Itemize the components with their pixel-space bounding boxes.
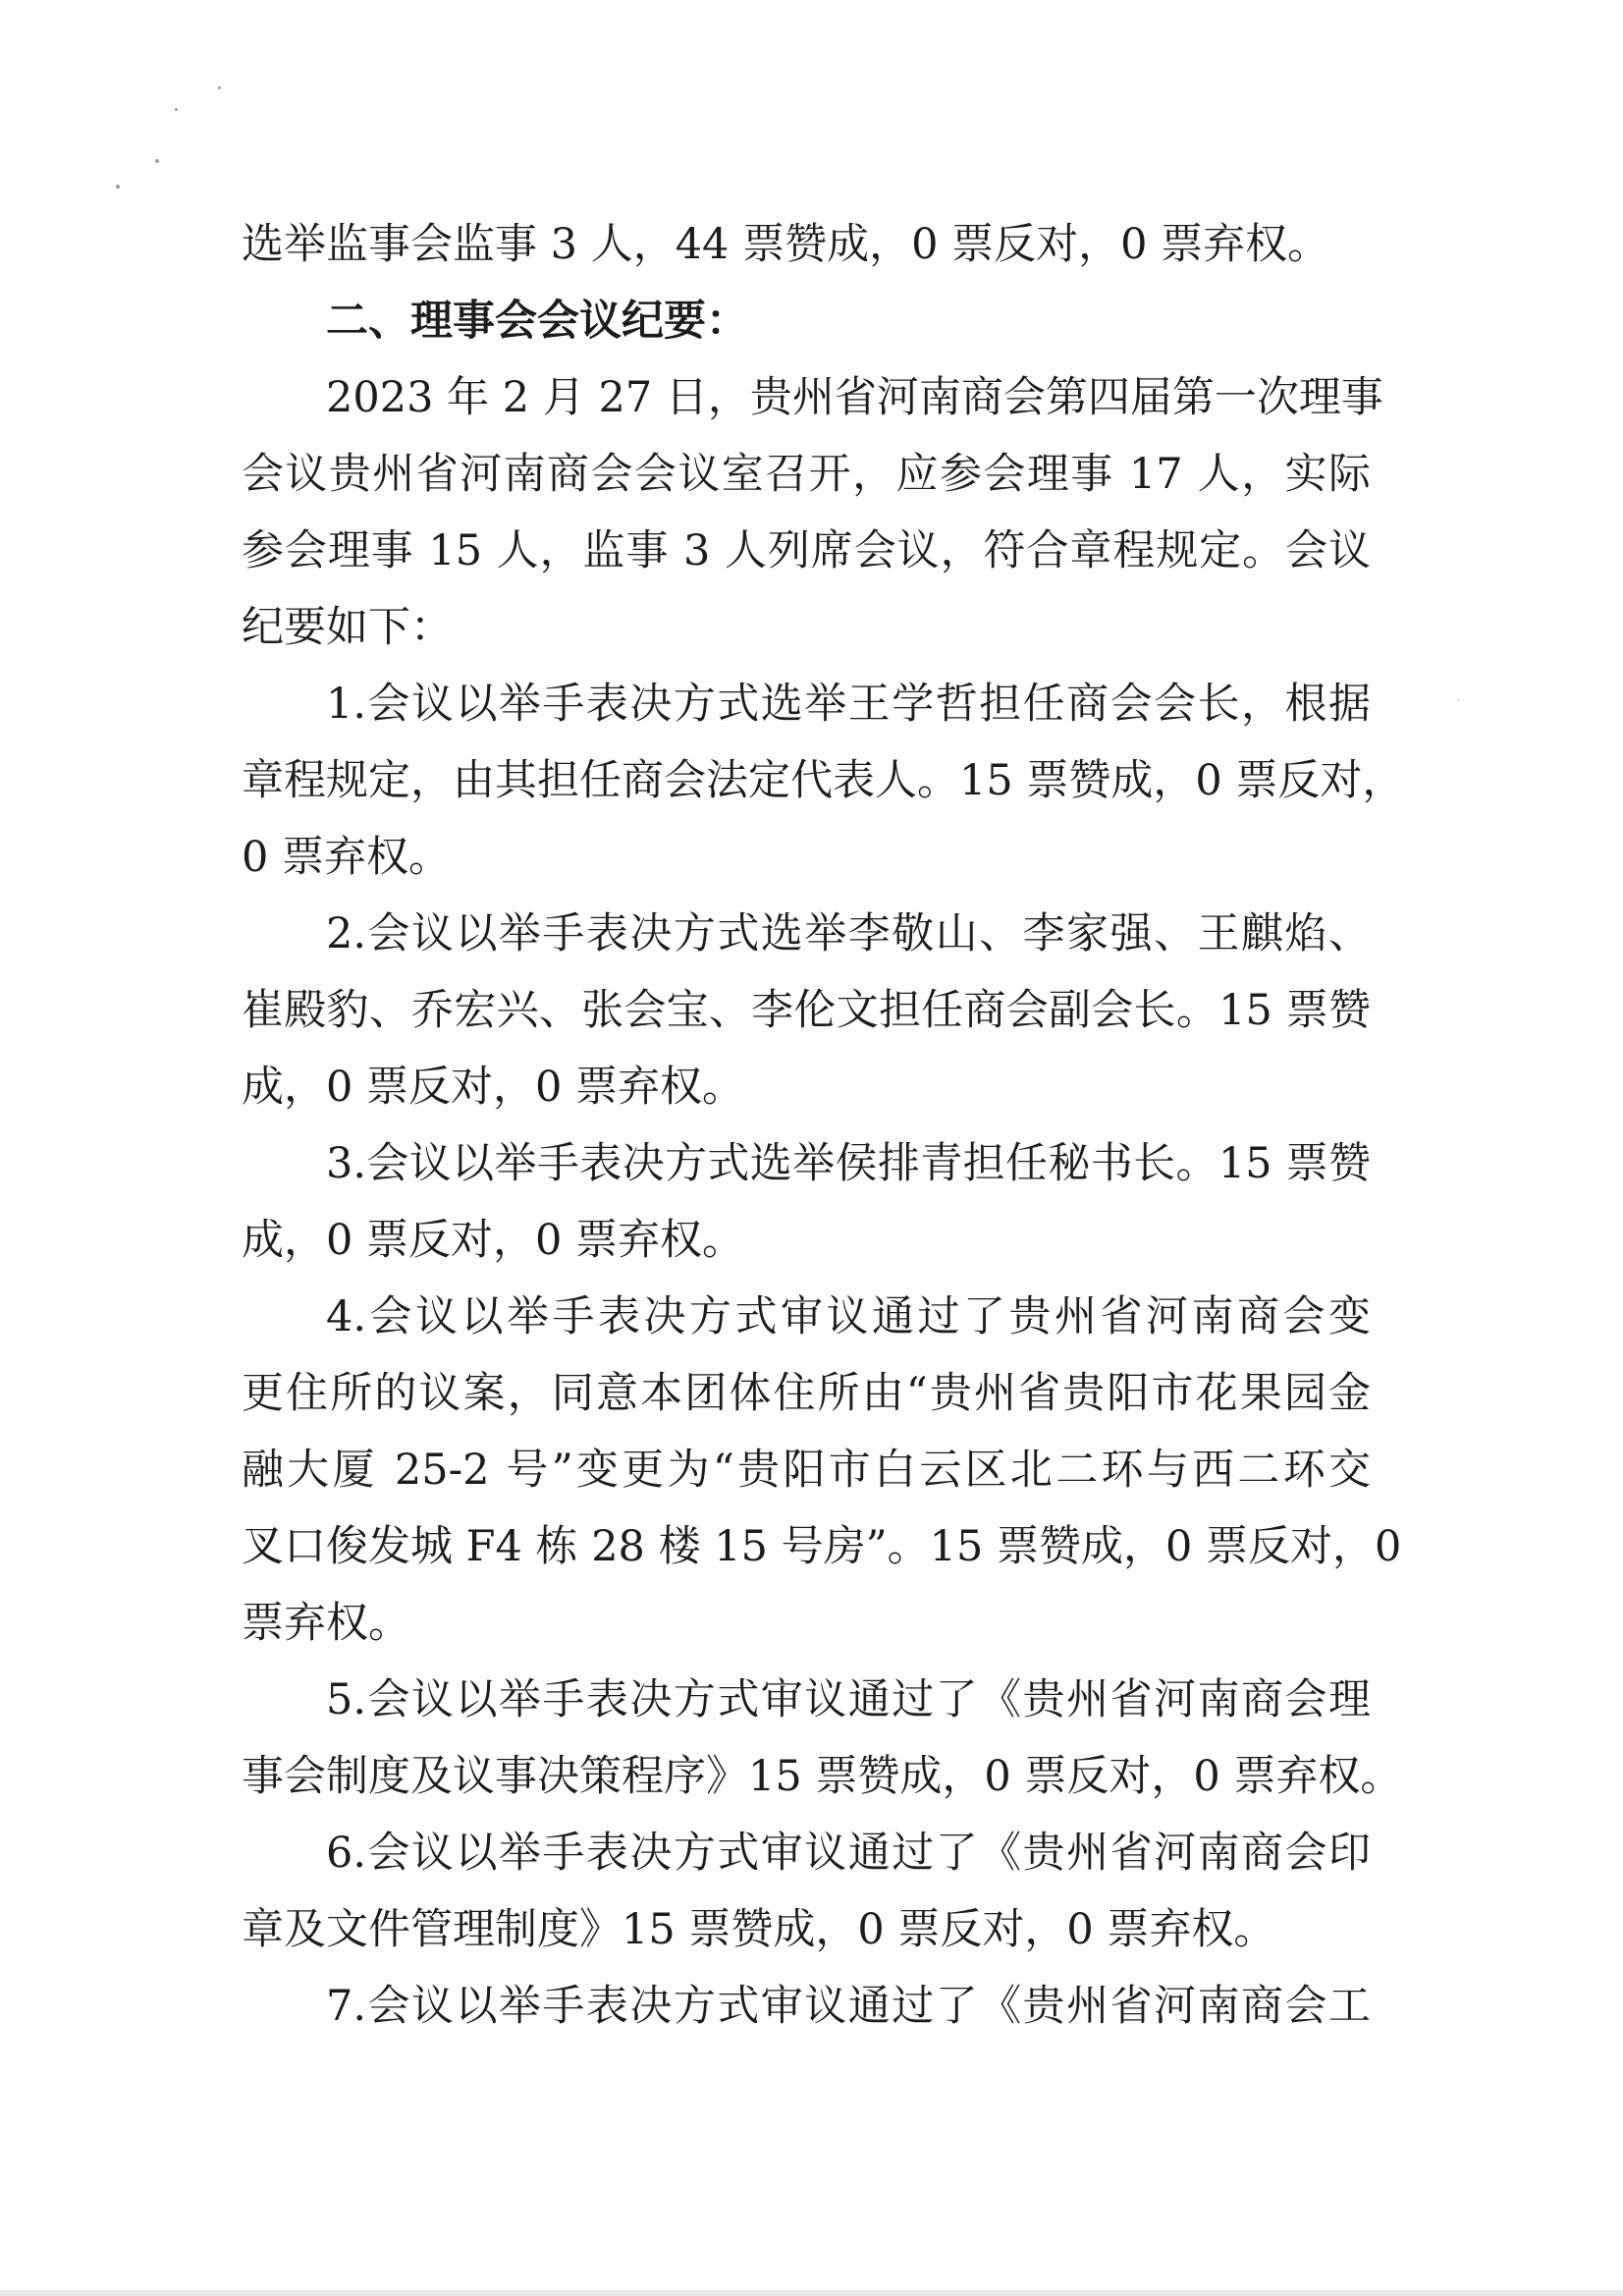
text-line: 章程规定，由其担任商会法定代表人。15 票赞成，0 票反对， [242, 756, 1405, 805]
scan-speck [218, 86, 221, 89]
text-line: 5.会议以举手表决方式审议通过了《贵州省河南商会理 [326, 1675, 1371, 1724]
scan-speck [155, 159, 159, 163]
text-line: 2.会议以举手表决方式选举李敬山、李家强、王麒焰、 [326, 909, 1371, 958]
text-line: 1.会议以举手表决方式选举王学哲担任商会会长，根据 [326, 680, 1371, 729]
scan-bottom-edge [0, 2290, 1623, 2296]
text-line: 纪要如下： [242, 603, 453, 652]
document-body [242, 206, 1405, 2045]
text-line: 叉口俊发城 F4 栋 28 楼 15 号房”。15 票赞成，0 票反对，0 [242, 1522, 1402, 1571]
text-line: 3.会议以举手表决方式选举侯排青担任秘书长。15 票赞 [326, 1139, 1371, 1188]
text-line: 4.会议以举手表决方式审议通过了贵州省河南商会变 [326, 1292, 1371, 1341]
text-line: 2023 年 2 月 27 日，贵州省河南商会第四届第一次理事 [326, 373, 1383, 422]
text-line: 章及文件管理制度》15 票赞成，0 票反对，0 票弃权。 [242, 1905, 1276, 1954]
text-line: 0 票弃权。 [242, 833, 452, 882]
text-line: 票弃权。 [242, 1599, 410, 1648]
text-line: 参会理事 15 人，监事 3 人列席会议，符合章程规定。会议 [242, 526, 1371, 575]
text-line: 崔殿豹、乔宏兴、张会宝、李伦文担任商会副会长。15 票赞 [242, 986, 1371, 1035]
text-line: 会议贵州省河南商会会议室召开，应参会理事 17 人，实际 [242, 450, 1371, 499]
scan-speck [1457, 699, 1459, 701]
text-line: 7.会议以举手表决方式审议通过了《贵州省河南商会工 [326, 1982, 1371, 2031]
text-line: 事会制度及议事决策程序》15 票赞成，0 票反对，0 票弃权。 [242, 1752, 1403, 1801]
scan-speck [175, 108, 178, 111]
scan-speck [116, 185, 120, 189]
text-line: 融大厦 25-2 号”变更为“贵阳市白云区北二环与西二环交 [242, 1446, 1371, 1495]
text-line: 6.会议以举手表决方式审议通过了《贵州省河南商会印 [326, 1829, 1371, 1878]
text-line: 更住所的议案，同意本团体住所由“贵州省贵阳市花果园金 [242, 1369, 1371, 1418]
text-line: 选举监事会监事 3 人，44 票赞成，0 票反对，0 票弃权。 [242, 220, 1330, 269]
text-line: 成，0 票反对，0 票弃权。 [242, 1216, 745, 1265]
text-line: 成，0 票反对，0 票弃权。 [242, 1063, 745, 1112]
section-heading: 二、理事会会议纪要： [326, 297, 748, 346]
